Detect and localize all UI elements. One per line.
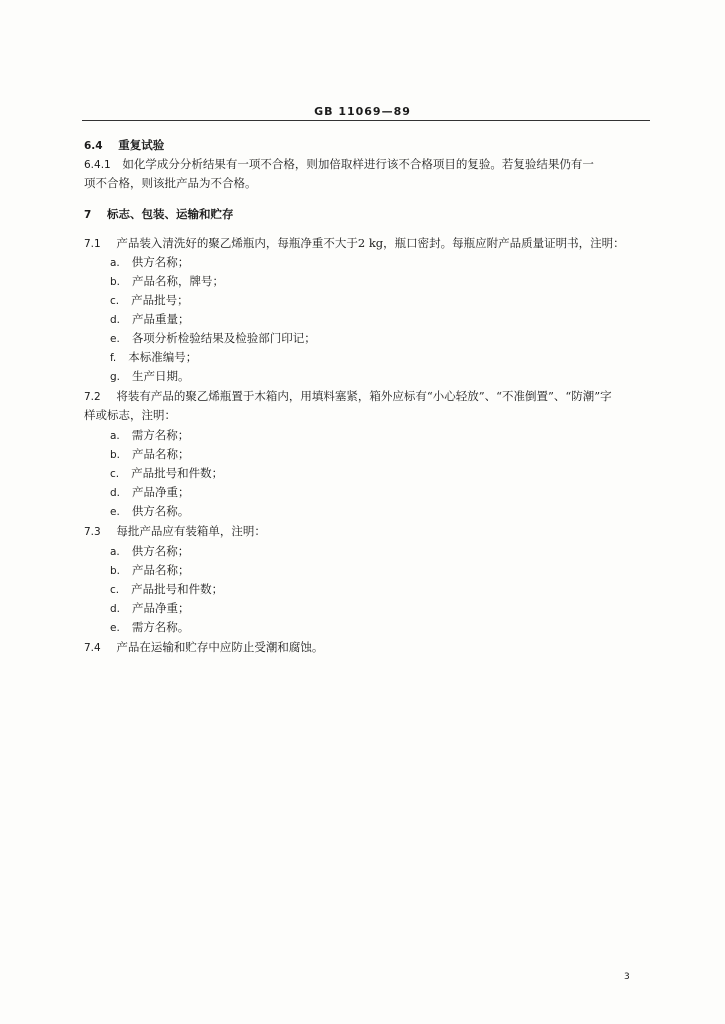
chapter-number: 7 xyxy=(84,209,92,221)
clause-7-2-line1 xyxy=(84,389,612,404)
item-label: a. xyxy=(110,430,120,442)
item-text: 本标准编号； xyxy=(128,350,198,364)
list-item xyxy=(110,620,189,635)
item-label: a. xyxy=(110,257,120,269)
clause-7-2-line2: 样或标志，注明： xyxy=(84,408,176,422)
item-label: c. xyxy=(110,468,120,480)
list-item xyxy=(110,601,190,616)
list-item xyxy=(110,582,223,597)
list-item xyxy=(110,466,223,481)
clause-number: 7.3 xyxy=(84,526,101,538)
list-item xyxy=(110,485,190,500)
list-item xyxy=(110,544,189,559)
list-item xyxy=(110,331,316,346)
item-text: 需方名称。 xyxy=(131,620,190,634)
item-label: e. xyxy=(110,622,120,634)
item-text: 供方名称； xyxy=(131,255,190,269)
item-text: 产品名称； xyxy=(132,447,190,461)
item-label: c. xyxy=(110,295,120,307)
item-text: 产品批号和件数； xyxy=(131,582,224,596)
page-number: 3 xyxy=(624,972,630,982)
clause-text: 如化学成分分析结果有一项不合格，则加倍取样进行该不合格项目的复验。若复验结果仍有一 xyxy=(122,157,594,171)
item-text: 产品名称，牌号； xyxy=(132,274,225,288)
chapter-title: 标志、包装、运输和贮存 xyxy=(106,207,234,221)
item-label: d. xyxy=(110,487,121,499)
item-label: e. xyxy=(110,506,120,518)
item-text: 供方名称。 xyxy=(131,504,190,518)
clause-7-3 xyxy=(84,524,266,539)
item-label: a. xyxy=(110,546,120,558)
item-label: d. xyxy=(110,603,121,615)
document-header: GB 11069—89 xyxy=(314,105,411,118)
item-text: 供方名称； xyxy=(131,544,190,558)
section-number: 6.4 xyxy=(84,140,103,152)
item-label: b. xyxy=(110,449,121,461)
item-text: 产品净重； xyxy=(132,601,190,615)
list-item xyxy=(110,350,197,365)
item-text: 生产日期。 xyxy=(132,369,190,383)
list-item xyxy=(110,274,224,289)
list-item xyxy=(110,293,189,308)
item-text: 产品净重； xyxy=(132,485,190,499)
clause-text: 将装有产品的聚乙烯瓶置于木箱内，用填料塞紧，箱外应标有“小心轻放”、“不准倒置”、“防潮”字 xyxy=(116,389,612,403)
clause-text: 产品装入清洗好的聚乙烯瓶内，每瓶净重不大于2 kg，瓶口密封。每瓶应附产品质量证明书，注明： xyxy=(116,236,625,250)
clause-7-1 xyxy=(84,236,625,251)
clause-number: 7.1 xyxy=(84,238,101,250)
list-item xyxy=(110,312,190,327)
list-item xyxy=(110,563,190,578)
item-label: d. xyxy=(110,314,121,326)
item-text: 产品重量； xyxy=(132,312,190,326)
item-text: 产品批号和件数； xyxy=(131,466,224,480)
list-item xyxy=(110,504,189,519)
clause-6-4-1-line2: 项不合格，则该批产品为不合格。 xyxy=(84,176,257,190)
item-text: 需方名称； xyxy=(131,428,190,442)
item-text: 各项分析检验结果及检验部门印记； xyxy=(131,331,316,345)
list-item xyxy=(110,369,190,384)
list-item xyxy=(110,447,190,462)
item-label: b. xyxy=(110,276,121,288)
clause-text: 产品在运输和贮存中应防止受潮和腐蚀。 xyxy=(116,640,324,654)
item-label: c. xyxy=(110,584,120,596)
item-label: f. xyxy=(110,352,117,364)
header-rule xyxy=(82,120,650,121)
clause-number: 6.4.1 xyxy=(84,159,111,171)
item-text: 产品批号； xyxy=(131,293,189,307)
item-label: g. xyxy=(110,371,121,383)
item-text: 产品名称； xyxy=(132,563,190,577)
item-label: b. xyxy=(110,565,121,577)
list-item xyxy=(110,255,189,270)
section-title: 重复试验 xyxy=(118,138,165,152)
clause-number: 7.2 xyxy=(84,391,101,403)
clause-text: 每批产品应有装箱单，注明： xyxy=(116,524,266,538)
chapter-7-heading xyxy=(84,207,233,222)
list-item xyxy=(110,428,189,443)
clause-7-4 xyxy=(84,640,323,655)
clause-number: 7.4 xyxy=(84,642,101,654)
item-label: e. xyxy=(110,333,120,345)
section-6-4 xyxy=(84,138,164,153)
clause-6-4-1-line1 xyxy=(84,157,594,172)
